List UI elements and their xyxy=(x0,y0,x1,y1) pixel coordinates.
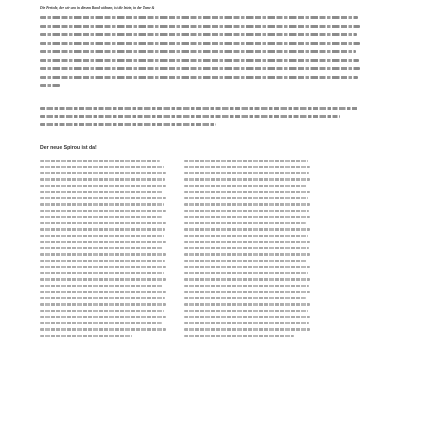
text-line xyxy=(40,56,360,65)
intro-heading: Die Periode, der wir uns in diesem Band widmen, ist die letzte, in der Tome & xyxy=(40,6,155,10)
text-line xyxy=(40,64,360,73)
text-line xyxy=(40,47,360,56)
text-line xyxy=(40,73,360,82)
section-title: Der neue Spirou ist da! xyxy=(40,144,97,151)
text-line xyxy=(40,333,168,339)
text-line xyxy=(40,81,360,90)
text-line xyxy=(40,120,360,128)
text-line xyxy=(40,13,360,22)
text-line xyxy=(184,333,312,339)
text-line xyxy=(40,30,360,39)
right-column xyxy=(184,158,312,339)
two-column-text xyxy=(40,158,398,339)
document-page xyxy=(40,6,398,426)
text-line xyxy=(40,39,360,48)
text-line xyxy=(40,104,360,112)
left-column xyxy=(40,158,168,339)
notice-paragraph xyxy=(40,104,360,128)
text-line xyxy=(40,22,360,31)
text-line xyxy=(40,112,360,120)
intro-paragraph xyxy=(40,13,360,90)
